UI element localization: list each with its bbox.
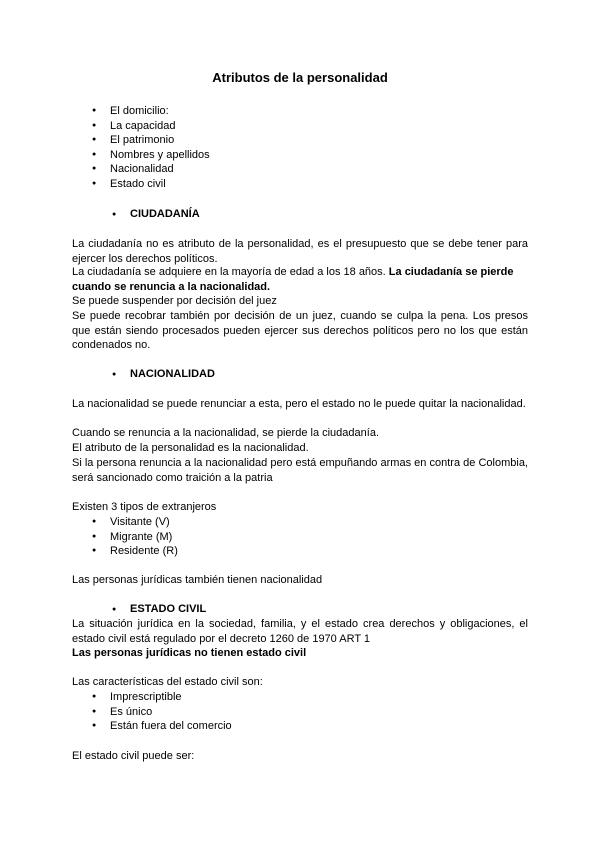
list-item: ● Visitante (V) [92, 515, 178, 530]
section-heading-estado-civil [112, 602, 206, 618]
estado-civil-puede-ser: El estado civil puede ser: [72, 750, 195, 762]
section-heading-ciudadania [112, 207, 200, 223]
section-heading-nacionalidad [112, 367, 215, 383]
list-item: ● Imprescriptible [92, 690, 232, 705]
ciudadania-paragraph-4: Se puede recobrar también por decisión de un juez, cuando se culpa la pena. Los presos que están siendo procesados pueden ejercer sus derechos políticos pero no los que están condenados no. [72, 310, 528, 352]
heading-text: NACIONALIDAD [130, 368, 215, 380]
bullet-icon: ● [112, 606, 117, 613]
bullet-icon: ● [112, 371, 117, 378]
juridicas-nacionalidad-text: Las personas jurídicas también tienen nacionalidad [72, 574, 323, 586]
heading-text: CIUDADANÍA [130, 208, 200, 220]
paragraph-text: La ciudadanía se adquiere en la mayoría de edad a los 18 años. [72, 266, 386, 278]
caracteristicas-intro: Las características del estado civil son: [72, 676, 263, 688]
ciudadania-paragraph-3: Se puede suspender por decisión del juez [72, 295, 277, 307]
list-item: ● Residente (R) [92, 544, 178, 559]
nacionalidad-paragraph-4: Si la persona renuncia a la nacionalidad pero está empuñando armas en contra de Colombia, será sancionado como traición a la patria [72, 457, 528, 484]
list-item: ● Nacionalidad [92, 162, 210, 177]
extranjeros-intro: Existen 3 tipos de extranjeros [72, 501, 217, 513]
list-item: ● El patrimonio [92, 133, 210, 148]
estado-civil-paragraph-1: La situación jurídica en la sociedad, familia, y el estado crea derechos y obligaciones, el estado civil está regulado por el decreto 1260 de 1970 ART 1 [72, 618, 528, 645]
list-item: ● La capacidad [92, 119, 210, 134]
list-item: ● Están fuera del comercio [92, 719, 232, 734]
nacionalidad-paragraph-1: La nacionalidad se puede renunciar a esta, pero el estado no le puede quitar la nacionalidad. [72, 398, 526, 410]
list-item: ● Migrante (M) [92, 530, 178, 545]
document-title: Atributos de la personalidad [212, 70, 388, 85]
estado-civil-bold-statement: Las personas jurídicas no tienen estado civil [72, 647, 307, 659]
list-item: ● Nombres y apellidos [92, 148, 210, 163]
bullet-icon: ● [112, 211, 117, 218]
nacionalidad-paragraph-2: Cuando se renuncia a la nacionalidad, se pierde la ciudadanía. [72, 427, 379, 439]
list-item: ● El domicilio: [92, 104, 210, 119]
nacionalidad-paragraph-3: El atributo de la personalidad es la nacionalidad. [72, 442, 309, 454]
caracteristicas-list [92, 690, 232, 734]
attributes-list [92, 104, 210, 192]
list-item: ● Es único [92, 705, 232, 720]
ciudadania-paragraph-1: La ciudadanía no es atributo de la personalidad, es el presupuesto que se debe tener para ejercer los derechos políticos. [72, 238, 528, 265]
list-item: ● Estado civil [92, 177, 210, 192]
ciudadania-paragraph-2 [72, 265, 528, 294]
bold-text: La ciudadanía se pierde cuando se renuncia a la nacionalidad. [72, 266, 514, 293]
extranjeros-list [92, 515, 178, 559]
heading-text: ESTADO CIVIL [130, 603, 207, 615]
